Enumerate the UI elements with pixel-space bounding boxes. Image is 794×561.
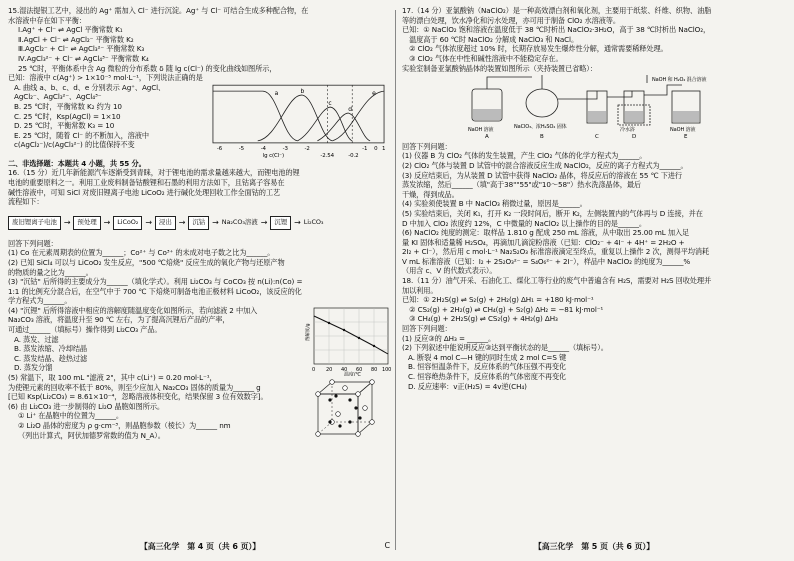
flow-step: LiCoO₂ bbox=[113, 216, 142, 230]
q17-ans-line: 干燥，得到成品。 bbox=[402, 189, 459, 199]
q15-text bbox=[8, 6, 392, 83]
apparatus-letter: A bbox=[485, 134, 489, 140]
q17-ans-line: D 中加入 ClO₂ 浓度约 12%，C 中微量的 NaClO₂ 以上操作的目的是______。 bbox=[402, 218, 646, 228]
q18-line: ③ CH₄(g) + 2H₂S(g) ⇌ CS₂(g) + 4H₂(g) ΔH₃ bbox=[402, 314, 558, 324]
q15-line: 水溶液中存在如下平衡： bbox=[8, 15, 86, 25]
q17-ans-line: 量 KI 固体和适量稀 H₂SO₄，再滴加几滴淀粉溶液（已知：ClO₂⁻ + 4I⁻ + 4H⁺ = 2H₂O + bbox=[402, 237, 685, 247]
q16-ans-line: 的物质的量之比为______。 bbox=[8, 267, 93, 277]
x-tick: -1 bbox=[362, 145, 368, 152]
flow-step: 沉锂 bbox=[270, 216, 291, 230]
axis-label: lg c(Cl⁻) bbox=[262, 152, 285, 159]
q16-ans-line: 1:1 的比例充分混合后，在空气中于 700 ℃ 下焙烧可制备电池正极材料 LiCoO₂，该反应的化 bbox=[8, 286, 302, 296]
q16-part4-text bbox=[8, 306, 298, 443]
option-line: A. 曲线 a、b、c、d、e 分别表示 Ag⁺、AgCl、 bbox=[14, 82, 166, 92]
q16-ans-line: （列出计算式，阿伏加德罗常数的值为 N_A）。 bbox=[18, 430, 165, 440]
q17-ans-line: (2) ClO₂ 气体与装置 D 试管中的混合溶液反应生成 NaClO₂，反应的离子方程式为______。 bbox=[402, 160, 688, 170]
q18-line: 回答下列问题： bbox=[402, 324, 452, 334]
option-line: AgCl₂⁻、AgCl₃²⁻、AgCl₄³⁻ bbox=[14, 92, 102, 102]
apparatus-label: NaOH 和 H₂O₂ 混合溶液 bbox=[652, 77, 707, 84]
x-tick: 1 bbox=[382, 145, 386, 152]
y-axis-label: 溶解度/g bbox=[306, 323, 311, 341]
x-tick: 60 bbox=[356, 366, 363, 373]
solubility-curve bbox=[314, 316, 388, 354]
apparatus-letter: B bbox=[540, 134, 544, 140]
q16-line: 电池的重要原料之一。利用工业废料制备钴酸锂和石墨的利用方法如下，且钴离子容易在 bbox=[8, 177, 285, 187]
x-tick: 100 bbox=[382, 366, 392, 373]
flow-product: Li₂CO₃ bbox=[303, 217, 324, 226]
flow-step: 废旧锂离子电池 bbox=[8, 216, 61, 230]
q17-ans-line: (1) 仪器 B 为 ClO₂ 气体的发生装置，产生 ClO₂ 气体的化学方程式为______。 bbox=[402, 151, 647, 161]
x-tick: -4 bbox=[260, 145, 266, 152]
q16-ans-line: 回答下列问题： bbox=[8, 238, 58, 248]
q17-ans-line: (4) 实验须使装置 B 中 NaClO₃ 稍微过量，原因是______。 bbox=[402, 199, 587, 209]
page-divider bbox=[395, 10, 396, 550]
option-line: D. 蒸发分馏 bbox=[14, 363, 53, 373]
page-4 bbox=[8, 6, 392, 554]
option-line: B. 25 ℃时，平衡常数 K₂ 约为 10 bbox=[14, 101, 122, 111]
x-tick: 20 bbox=[326, 366, 333, 373]
curve-b bbox=[258, 95, 333, 141]
q17-line: 等的漂白处理，饮水净化和污水处理，亦可用于制备 ClO₂ 水溶液等。 bbox=[402, 15, 620, 25]
option-line: E. 25 ℃时，随着 Cl⁻ 的不断加入，溶液中 bbox=[14, 130, 149, 140]
q16-ans-line: [已知 Ksp(Li₂CO₃) = 8.61×10⁻⁴，忽略溶液体积变化，结果保留 3 位有效数字]。 bbox=[8, 392, 268, 402]
apparatus-label: 冷水浴 bbox=[620, 127, 635, 134]
x-tick: 80 bbox=[371, 366, 378, 373]
q17-ans-line: 蒸发浓缩，然后______（填"高于38""55"或"10～58"）热水洗涤晶体，最后 bbox=[402, 180, 641, 190]
option-line: A. 断裂 4 mol C—H 键的同时生成 2 mol C=S 键 bbox=[408, 352, 567, 362]
x-tick: 0 bbox=[374, 145, 378, 152]
apparatus-diagram bbox=[402, 73, 786, 139]
q17-line: 17.（14 分）亚氯酸钠（NaClO₂）是一种高效漂白剂和氧化剂，主要用于纸浆、纤维、织物、油脂 bbox=[402, 6, 712, 15]
q16-ans-line: (5) 常温下，取 100 mL "滤液 2"，其中 c(Li⁺) = 0.20 mol·L⁻¹， bbox=[8, 373, 217, 383]
q17-ans-line: (3) 反应结束后，为从装置 D 试管中获得 NaClO₂ 晶体，将反应后的溶液在 55 ℃ 下进行 bbox=[402, 170, 682, 180]
q17-ans-line: V mL 标准溶液（已知：I₂ + 2S₂O₃²⁻ = S₄O₆²⁻ + 2I⁻），样品中 NaClO₂ 的纯度为______% bbox=[402, 256, 691, 266]
page-footer: 【高三化学 第 4 页（共 6 页）】 bbox=[139, 542, 261, 552]
q15-line: Ⅳ.AgCl₃²⁻ + Cl⁻ ⇌ AgCl₄³⁻ 平衡常数 K₄ bbox=[18, 53, 149, 63]
x-tick: 40 bbox=[341, 366, 348, 373]
data-point bbox=[343, 329, 345, 331]
flow-step: 预处理 bbox=[73, 216, 100, 230]
process-flow: 废旧锂离子电池 → 预处理 → LiCoO₂ → 浸出 → 沉钴 → Na₂CO₃溶液 → 沉锂 → Li₂CO₃ bbox=[8, 210, 392, 236]
x-tick: -5 bbox=[238, 145, 245, 152]
q17-ans-line: 回答下列问题： bbox=[402, 141, 452, 151]
q17-line: 已知：① NaClO₂ 饱和溶液在温度低于 38 ℃时析出 NaClO₂·3H₂O，高于 38 ℃时析出 NaClO₂， bbox=[402, 25, 711, 35]
apparatus-label: NaOH 溶液 bbox=[670, 127, 696, 134]
page-5 bbox=[402, 6, 786, 554]
q18-line: (1) 反应③的 ΔH₃ = ______。 bbox=[402, 333, 496, 343]
data-point bbox=[328, 322, 330, 324]
q16-line: 流程如下： bbox=[8, 197, 44, 207]
q16-figures bbox=[304, 306, 392, 443]
data-point bbox=[358, 337, 360, 339]
mark-label: -2.54 bbox=[320, 152, 335, 159]
flask-b bbox=[526, 89, 558, 117]
q16-ans-line: ② Li₂O 晶体的密度为 ρ g·cm⁻³，则晶胞参数（棱长）为______ nm bbox=[18, 421, 231, 430]
q16-part4 bbox=[8, 306, 392, 443]
q17-line: ② ClO₂ 气体浓度超过 10% 时，长期存放易发生爆炸性分解，通常需要稀释处理。 bbox=[402, 44, 668, 54]
option-line: C. 恒容绝热条件下，反应体系的气体密度不再变化 bbox=[408, 372, 567, 381]
x-tick: -6 bbox=[216, 145, 223, 152]
mark-label: -0.2 bbox=[348, 152, 359, 159]
section-title: 二、非选择题：本题共 4 小题，共 55 分。 bbox=[8, 158, 146, 168]
corner-mark: C bbox=[384, 541, 390, 551]
q18-line: ② CS₂(g) + 2H₂(g) ⇌ CH₄(g) + S₂(g) ΔH₂ = −81 kJ·mol⁻¹ bbox=[402, 304, 604, 314]
q16-ans-line: ① Li⁺ 在晶胞中的位置为______。 bbox=[18, 411, 123, 421]
q15-line: 15.湿法提银工艺中，浸出的 Ag⁺ 需加入 Cl⁻ 进行沉淀。Ag⁺ 与 Cl⁻ 可结合生成多种配合物，在 bbox=[8, 6, 309, 15]
q17-ans-line: (5) 实验结束后，关闭 K₁，打开 K₂ 一段时间后，断开 K₂，左侧装置内的气体再与 D 连接，并在 bbox=[402, 208, 703, 218]
apparatus-label: NaOH 溶液 bbox=[468, 127, 494, 134]
apparatus-letter: D bbox=[632, 134, 637, 140]
q16-answers-and-graph bbox=[8, 239, 392, 306]
apparatus-letter: C bbox=[595, 134, 599, 140]
q18-line: (2) 下列叙述中能说明反应③达到平衡状态的是______（填标号）。 bbox=[402, 343, 608, 353]
flow-reagent: Na₂CO₃溶液 bbox=[221, 217, 258, 226]
q16-ans-line: (2) 已知 SiCl₄ 可以与 LiCoO₂ 发生反应，"500 ℃焙烧" 反应生成的氧化产物与还原产物 bbox=[8, 257, 285, 267]
apparatus-letter: E bbox=[684, 134, 688, 140]
curve-label: a bbox=[274, 89, 279, 97]
q16-ans-line: (3) "沉钴" 后所得的主要成分为______（填化学式）。利用 Li₂CO₃ 与 CoCO₃ 按 n(Li):n(Co) = bbox=[8, 277, 303, 287]
solubility-graph bbox=[304, 306, 392, 376]
q16-ans-line: 可通过______（填标号）操作得到 Li₂CO₃ 产品。 bbox=[8, 325, 162, 335]
x-tick: -3 bbox=[282, 145, 288, 152]
q18-line: 加以利用。 bbox=[402, 285, 438, 295]
option-line: B. 蒸发浓缩、冷却结晶 bbox=[14, 344, 87, 354]
q15-block bbox=[8, 6, 392, 83]
x-tick: -2 bbox=[304, 145, 310, 152]
flow-step: 浸出 bbox=[155, 216, 176, 230]
q17-line: ③ ClO₂ 气体在中性和碱性溶液中不能稳定存在。 bbox=[402, 53, 563, 63]
q16-ans-line: 为使锂元素的回收率不低于 80%，则至少应加入 Na₂CO₃ 固体的质量为______ g bbox=[8, 382, 261, 392]
option-line: C. 蒸发结晶、趁热过滤 bbox=[14, 353, 88, 363]
curve-label: b bbox=[300, 87, 305, 95]
q15-line: Ⅱ.AgCl + Cl⁻ ⇌ AgCl₂⁻ 平衡常数 K₂ bbox=[18, 34, 134, 44]
q15-line: 已知：溶液中 c(Ag⁺) > 1×10⁻⁵ mol·L⁻¹，下列说法正确的是 bbox=[8, 73, 203, 83]
q15-line: 25 ℃时，平衡体系中含 Ag 微粒的分布系数 δ 随 lg c(Cl⁻) 的变化曲线如图所示， bbox=[18, 63, 277, 73]
q15-options bbox=[8, 83, 197, 159]
option-line: C. 25 ℃时，Ksp(AgCl) = 1×10 bbox=[14, 111, 121, 121]
x-axis-label: 温度/℃ bbox=[344, 371, 361, 376]
q15-options-and-graph bbox=[8, 83, 392, 159]
option-line: c(AgCl₂⁻)/c(AgCl₃²⁻) 的比值保持不变 bbox=[14, 140, 135, 150]
q16-ans-line: Na₂CO₃ 溶液，将温度升至 90 ℃ 左右，为了提高沉锂后产品的产率， bbox=[8, 315, 230, 325]
curve-e bbox=[332, 91, 384, 141]
q16-ans-line: (1) Co 在元素周期表的位置为______；Co²⁺ 与 Co³⁺ 的未成对电子数之比为______。 bbox=[8, 248, 275, 258]
flow-step: 沉钴 bbox=[188, 216, 209, 230]
q15-line: Ⅰ.Ag⁺ + Cl⁻ ⇌ AgCl 平衡常数 K₁ bbox=[18, 25, 123, 35]
q17-ans-line: 2I₂ + Cl⁻），然后用 c mol·L⁻¹ Na₂S₂O₃ 标准溶液滴定至终点，重复以上操作 2 次，测得平均消耗 bbox=[402, 247, 710, 257]
x-tick: 0 bbox=[312, 366, 316, 373]
q16-line: 碱性溶液中，可知 SiCl 对废旧锂离子电池 LiCoO₂ 进行碱化处理回收工作全面钴的工艺 bbox=[8, 187, 281, 197]
q16-line: 16.（15 分）近几年新能源汽车逐渐受到青睐，对于锂电池的需求量越来越大，而锂电池的锂 bbox=[8, 168, 300, 178]
q17-ans-line: (6) NaClO₂ 纯度的测定：取样品 1.810 g 配成 250 mL 溶液，从中取出 25.00 mL 加入足 bbox=[402, 228, 690, 238]
data-point bbox=[373, 345, 375, 347]
curve-label: e bbox=[372, 89, 376, 97]
q17-line: 温度高于 60 ℃时 NaClO₂ 分解成 NaClO₃ 和 NaCl。 bbox=[402, 34, 579, 44]
option-line: B. 恒容恒温条件下，反应体系的气体压强不再变化 bbox=[408, 362, 567, 372]
curve-label: d bbox=[348, 105, 352, 113]
apparatus-label: NaClO₃、浓H₂SO₄ 固体 bbox=[514, 124, 567, 131]
option-line: D. 反应速率：v正(H₂S) = 4v逆(CH₄) bbox=[408, 381, 527, 391]
q16-ans-line: (4) "沉锂" 后所得溶液中相应的溶解度随温度变化如图所示，若向滤液 2 中加入 bbox=[8, 305, 258, 315]
crystal-cell-figure bbox=[304, 378, 384, 440]
curve-label: c bbox=[328, 99, 332, 107]
page-footer: 【高三化学 第 5 页（共 6 页）】 bbox=[533, 542, 655, 552]
q17-line: 实验室制备亚氯酸钠晶体的装置如图所示（夹持装置已省略）： bbox=[402, 63, 597, 73]
q16-ans-line: 学方程式为______。 bbox=[8, 296, 72, 306]
q15-line: Ⅲ.AgCl₂⁻ + Cl⁻ ⇌ AgCl₃²⁻ 平衡常数 K₃ bbox=[18, 44, 145, 54]
q18-line: 18.（11 分）油气开采、石油化工、煤化工等行业的废气中普遍含有 H₂S，需要对 H₂S 回收处理并 bbox=[402, 276, 712, 286]
distribution-graph bbox=[203, 83, 392, 159]
q17-ans-line: （用含 c、V 的代数式表示）。 bbox=[402, 266, 497, 276]
q16-answers bbox=[8, 239, 392, 306]
q16-ans-line: (6) 由 Li₂CO₃ 进一步制得的 Li₂O 晶胞如图所示。 bbox=[8, 401, 165, 411]
option-line: D. 25 ℃时，平衡常数 K₃ = 10 bbox=[14, 121, 115, 131]
option-line: A. 蒸发、过滤 bbox=[14, 334, 59, 344]
curve-a bbox=[213, 91, 298, 141]
q18-line: 已知：① 2H₂S(g) ⇌ S₂(g) + 2H₂(g) ΔH₁ = +180 kJ·mol⁻¹ bbox=[402, 295, 594, 305]
